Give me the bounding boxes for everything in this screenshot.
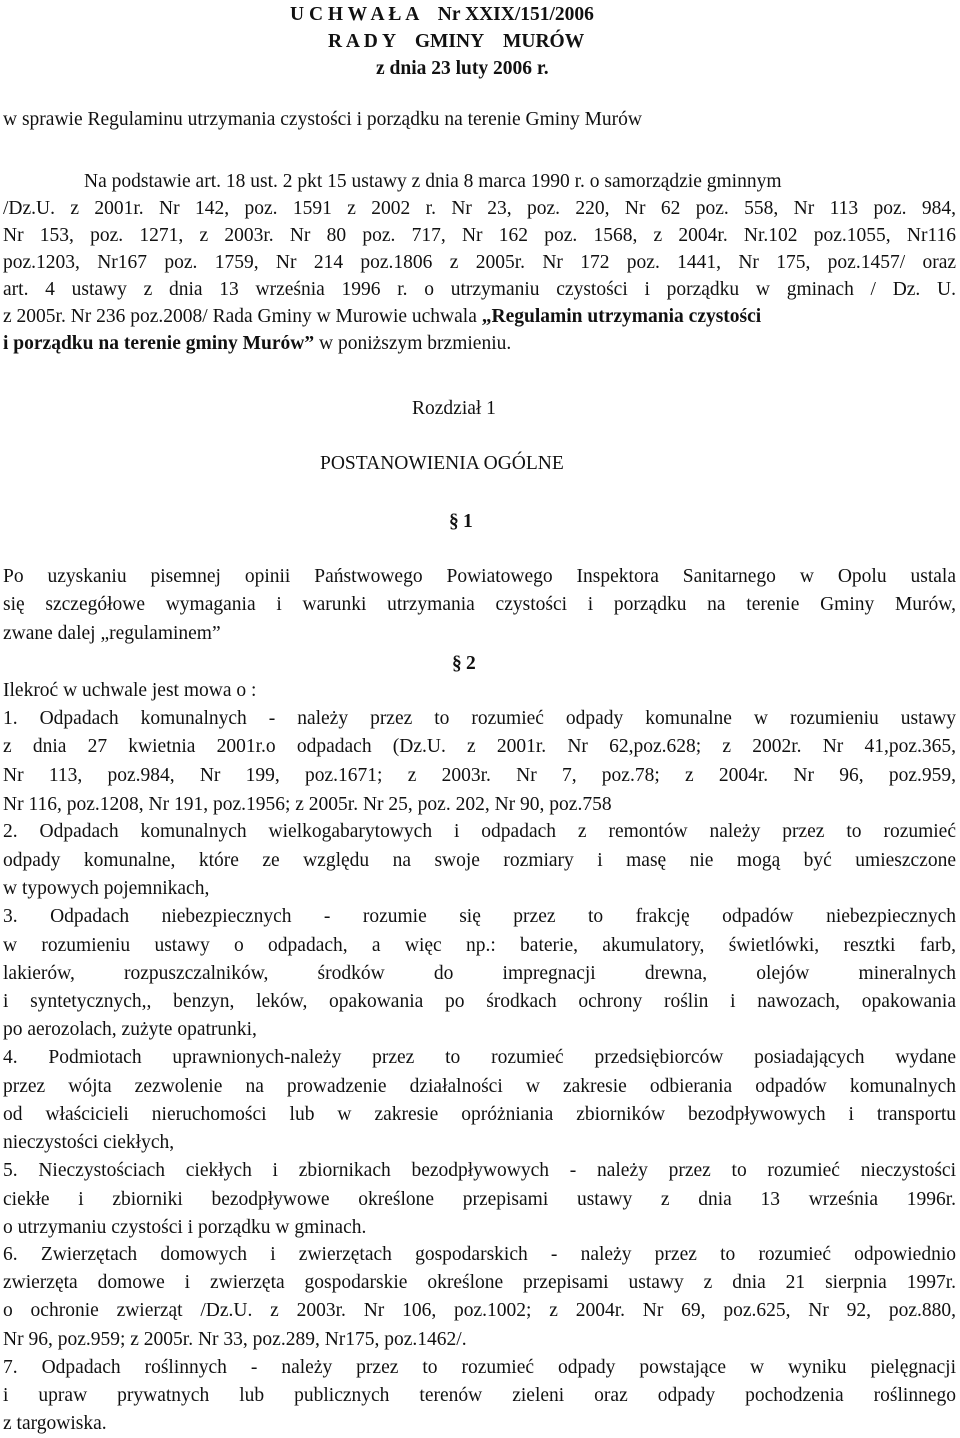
definition-line: o utrzymaniu czystości i porządku w gminach. xyxy=(3,1217,367,1238)
definition-line: Nr 113, poz.984, Nr 199, poz.1671; z 2003r. Nr 7, poz.78; z 2004r. Nr 96, poz.959, xyxy=(3,765,956,786)
definition-line: 4. Podmiotach uprawnionych-należy przez to rozumieć przedsiębiorców posiadających wydane xyxy=(3,1047,956,1068)
definition-line: Nr 116, poz.1208, Nr 191, poz.1956; z 2005r. Nr 25, poz. 202, Nr 90, poz.758 xyxy=(3,794,612,815)
definition-line: o ochronie zwierząt /Dz.U. z 2003r. Nr 106, poz.1002; z 2004r. Nr 69, poz.625, Nr 92, poz.880, xyxy=(3,1300,956,1321)
preamble-text: z 2005r. Nr 236 poz.2008/ Rada Gminy w Murowie uchwala xyxy=(3,306,482,327)
preamble-line xyxy=(3,330,956,358)
section-mark: § 1 xyxy=(449,508,473,536)
preamble-line xyxy=(3,303,956,331)
definition-line: z dnia 27 kwietnia 2001r.o odpadach (Dz.U. z 2001r. Nr 62,poz.628; z 2002r. Nr 41,poz.365, xyxy=(3,736,956,757)
definition-line: 5. Nieczystościach ciekłych i zbiornikach bezodpływowych - należy przez to rozumieć nieczystości xyxy=(3,1160,956,1181)
definition-line: od właścicieli nieruchomości lub w zakresie opróżniania zbiorników bezodpływowych i transportu xyxy=(3,1104,956,1125)
preamble-line: Na podstawie art. 18 ust. 2 pkt 15 ustawy z dnia 8 marca 1990 r. o samorządzie gminnym xyxy=(84,171,782,192)
definition-line: Nr 96, poz.959; z 2005r. Nr 33, poz.289, Nr175, poz.1462/. xyxy=(3,1329,467,1350)
council-name: R A D Y GMINY MURÓW xyxy=(328,31,585,52)
definition-line: z targowiska. xyxy=(3,1413,107,1434)
preamble-line: Nr 153, poz. 1271, z 2003r. Nr 80 poz. 717, Nr 162 poz. 1568, z 2004r. Nr.102 poz.1055, Nr116 xyxy=(3,225,956,246)
section-sign: § xyxy=(449,511,459,532)
resolution-number: U C H W A Ł A Nr XXIX/151/2006 xyxy=(290,4,594,25)
resolution-date: z dnia 23 luty 2006 r. xyxy=(376,58,549,79)
definition-line: 7. Odpadach roślinnych - należy przez to rozumieć odpady powstające w wyniku pielęgnacji xyxy=(3,1357,956,1378)
definition-line: i syntetycznych,, benzyn, leków, opakowania po środkach ochrony roślin i nawozach, opakowania xyxy=(3,991,956,1012)
definition-line: w typowych pojemnikach, xyxy=(3,878,210,899)
definition-line: 1. Odpadach komunalnych - należy przez to rozumieć odpady komunalne w rozumieniu ustawy xyxy=(3,708,956,729)
chapter-subtitle: POSTANOWIENIA OGÓLNE xyxy=(320,453,564,474)
definition-line: w rozumieniu ustawy o odpadach, a więc np.: baterie, akumulatory, świetlówki, resztki farb, xyxy=(3,935,956,956)
preamble-line: poz.1203, Nr167 poz. 1759, Nr 214 poz.1806 z 2005r. Nr 172 poz. 1441, Nr 175, poz.1457/ oraz xyxy=(3,252,956,273)
section2-intro: Ilekroć w uchwale jest mowa o : xyxy=(3,680,257,701)
preamble-text: w poniższym brzmieniu. xyxy=(314,333,512,354)
definition-line: ciekłe i zbiorniki bezodpływowe określone przepisami ustawy z dnia 13 września 1996r. xyxy=(3,1189,956,1210)
definition-line: i upraw prywatnych lub publicznych terenów zieleni oraz odpady pochodzenia roślinnego xyxy=(3,1385,956,1406)
preamble-line: art. 4 ustawy z dnia 13 września 1996 r. o utrzymaniu czystości i porządku w gminach / Dz. U. xyxy=(3,279,956,300)
definition-line: zwierzęta domowe i zwierzęta gospodarskie określone przepisami ustawy z dnia 21 sierpnia 1997r. xyxy=(3,1272,956,1293)
definition-line: nieczystości ciekłych, xyxy=(3,1132,175,1153)
regulation-title: „Regulamin utrzymania czystości xyxy=(481,306,762,327)
definition-line: 6. Zwierzętach domowych i zwierzętach gospodarskich - należy przez to rozumieć odpowiednio xyxy=(3,1244,956,1265)
definition-line: po aerozolach, zużyte opatrunki, xyxy=(3,1019,257,1040)
definition-line: 2. Odpadach komunalnych wielkogabarytowych i odpadach z remontów należy przez to rozumieć xyxy=(3,821,956,842)
definition-line: przez wójta zezwolenie na prowadzenie działalności w zakresie odbierania odpadów komunalnych xyxy=(3,1076,956,1097)
preamble-line: /Dz.U. z 2001r. Nr 142, poz. 1591 z 2002 r. Nr 23, poz. 220, Nr 62 poz. 558, Nr 113 poz. 984, xyxy=(3,198,956,219)
chapter-title: Rozdział 1 xyxy=(412,398,496,419)
section1-line: się szczegółowe wymagania i warunki utrzymania czystości i porządku na terenie Gminy Murów, xyxy=(3,594,956,615)
section-sign: § xyxy=(452,653,462,674)
definition-line: lakierów, rozpuszczalników, środków do impregnacji drewna, olejów mineralnych xyxy=(3,963,956,984)
section1-line: zwane dalej „regulaminem” xyxy=(3,623,221,644)
regulation-title-cont: i porządku na terenie gminy Murów” xyxy=(3,333,315,354)
resolution-subject: w sprawie Regulaminu utrzymania czystości i porządku na terenie Gminy Murów xyxy=(3,109,642,130)
section1-line: Po uzyskaniu pisemnej opinii Państwowego Powiatowego Inspektora Sanitarnego w Opolu ustala xyxy=(3,566,956,587)
definition-line: 3. Odpadach niebezpiecznych - rozumie się przez to frakcję odpadów niebezpiecznych xyxy=(3,906,956,927)
section-mark: § 2 xyxy=(452,650,476,678)
definition-line: odpady komunalne, które ze względu na swoje rozmiary i masę nie mogą być umieszczone xyxy=(3,850,956,871)
